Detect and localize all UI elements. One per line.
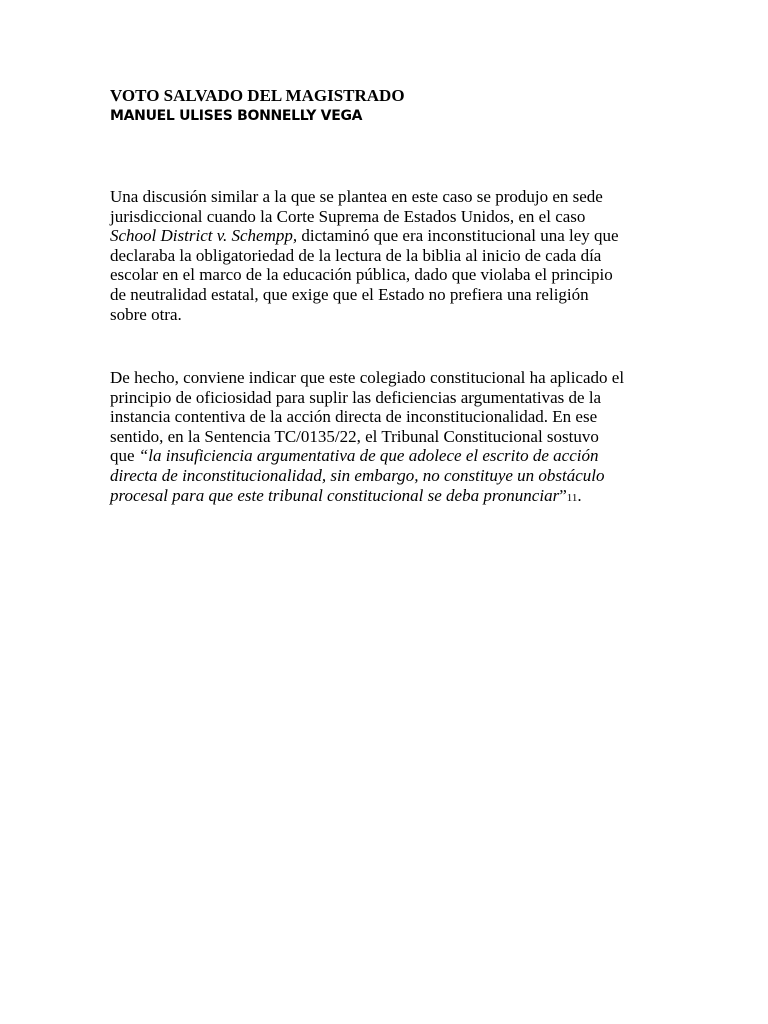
paragraph-line — [110, 486, 660, 509]
paragraph-line: instancia contentiva de la acción directa de inconstitucionalidad. En ese — [110, 407, 598, 427]
paragraph-line: principio de oficiosidad para suplir las deficiencias argumentativas de la — [110, 387, 602, 407]
paragraph-text: que — [110, 446, 139, 466]
paragraph-line: declaraba la obligatoriedad de la lectura de la biblia al inicio de cada día — [110, 245, 602, 265]
paragraph-line: de neutralidad estatal, que exige que el Estado no prefiera una religión — [110, 284, 589, 304]
paragraph-line: De hecho, conviene indicar que este colegiado constitucional ha aplicado el — [110, 368, 625, 387]
heading-magistrate-name: MANUEL ULISES BONNELLY VEGA — [110, 108, 363, 124]
closing-quote: ” — [559, 485, 567, 505]
paragraph-line: sentido, en la Sentencia TC/0135/22, el Tribunal Constitucional sostuvo — [110, 426, 599, 446]
paragraph-line: jurisdiccional cuando la Corte Suprema de Estados Unidos, en el caso — [110, 206, 586, 226]
paragraph-2 — [110, 368, 660, 508]
paragraph-line — [110, 466, 660, 486]
paragraph-line: Una discusión similar a la que se plantea en este caso se produjo en sede — [110, 187, 603, 206]
paragraph-text: dictaminó que era inconstitucional una ley que — [297, 226, 619, 246]
case-name: School District v. Schempp, — [110, 226, 298, 246]
quotation: directa de inconstitucionalidad, sin embargo, no constituye un obstáculo — [110, 465, 605, 485]
paragraph-line: sobre otra. — [110, 304, 182, 324]
quotation: procesal para que este tribunal constitucional se deba pronunciar — [110, 485, 560, 505]
quotation: “la insuficiencia argumentativa de que adolece el escrito de acción — [138, 446, 599, 466]
paragraph-line — [110, 446, 660, 466]
footnote-reference[interactable]: 11 — [566, 491, 578, 504]
paragraph-line: escolar en el marco de la educación pública, dado que violaba el principio — [110, 265, 613, 285]
paragraph-text: . — [577, 485, 582, 505]
paragraph-line — [110, 226, 660, 246]
heading-title: VOTO SALVADO DEL MAGISTRADO — [110, 86, 405, 105]
paragraph-1 — [110, 187, 660, 324]
